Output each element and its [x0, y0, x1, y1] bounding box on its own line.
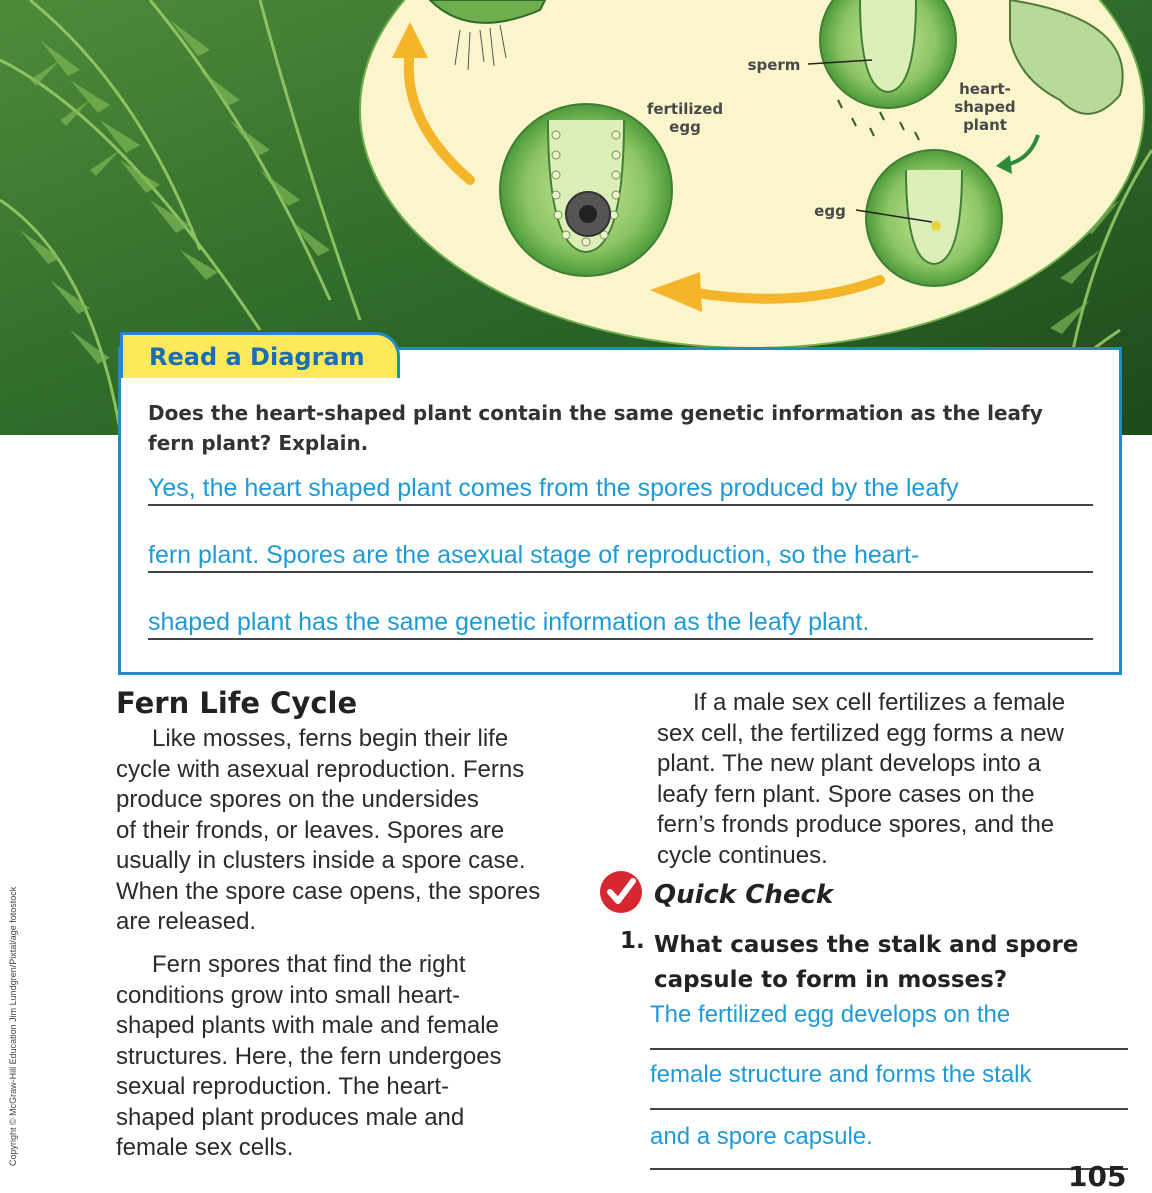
paragraph-line: of their fronds, or leaves. Spores are [116, 816, 505, 844]
read-a-diagram-title: Read a Diagram [149, 343, 365, 371]
copyright-notice: Copyright © McGraw-Hill Education Jim Lundgren/Pixtal/age fotostock [8, 886, 18, 1166]
quick-check-question [654, 928, 1078, 998]
diagram-label-sperm: sperm [747, 56, 801, 74]
paragraph-line: usually in clusters inside a spore case. [116, 847, 526, 874]
quick-check-number: 1. [620, 928, 645, 954]
page-number: 105 [1068, 1160, 1127, 1193]
paragraph-line: Like mosses, ferns begin their life [152, 725, 509, 752]
read-a-diagram-tab [120, 332, 400, 378]
paragraph-line: If a male sex cell fertilizes a female [693, 689, 1066, 716]
quick-check-answer-line[interactable]: and a spore capsule. [650, 1122, 1128, 1170]
paragraph-line: sex cell, the fertilized egg forms a new [657, 719, 1064, 747]
paragraph-line: plant. The new plant develops into a [657, 750, 1041, 777]
paragraph-line: structures. Here, the fern undergoes [116, 1042, 502, 1070]
paragraph-1 [116, 724, 540, 938]
quick-check-answer-line[interactable]: female structure and forms the stalk [650, 1060, 1128, 1110]
diagram-question-line: Does the heart-shaped plant contain the same genetic information as the leafy [148, 401, 1043, 425]
quick-check-question-line: What causes the stalk and spore [654, 932, 1079, 958]
diagram-answer-line[interactable]: Yes, the heart shaped plant comes from the spores produced by the leafy [148, 472, 1093, 506]
paragraph-line: conditions grow into small heart- [116, 981, 461, 1009]
diagram-label-fertilized-egg: fertilized egg [646, 100, 724, 136]
section-heading: Fern Life Cycle [116, 686, 358, 720]
diagram-question [148, 398, 1098, 458]
paragraph-line: shaped plant produces male and [116, 1103, 465, 1131]
paragraph-line: Fern spores that find the right [152, 951, 466, 978]
quick-check-answer-line[interactable]: The fertilized egg develops on the [650, 1000, 1128, 1050]
paragraph-line: fern’s fronds produce spores, and the [657, 811, 1055, 838]
diagram-label-egg: egg [814, 202, 846, 220]
quick-check-title: Quick Check [654, 880, 834, 910]
paragraph-2 [116, 950, 502, 1164]
paragraph-line: cycle with asexual reproduction. Ferns [116, 755, 525, 783]
paragraph-line: produce spores on the undersides [116, 786, 479, 813]
paragraph-line: are released. [116, 908, 257, 935]
diagram-question-line: fern plant? Explain. [148, 431, 369, 455]
paragraph-3 [657, 688, 1065, 871]
paragraph-line: cycle continues. [657, 841, 828, 869]
paragraph-line: female sex cells. [116, 1134, 294, 1161]
diagram-label-heart-shaped-plant: heart-shaped plant [954, 80, 1016, 134]
diagram-answer-line[interactable]: shaped plant has the same genetic information as the leafy plant. [148, 606, 1093, 640]
paragraph-line: sexual reproduction. The heart- [116, 1073, 450, 1100]
quick-check-question-line: capsule to form in mosses? [654, 967, 1008, 993]
paragraph-line: leafy fern plant. Spore cases on the [657, 780, 1035, 808]
paragraph-line: When the spore case opens, the spores [116, 877, 541, 905]
checkmark-icon [598, 869, 644, 915]
diagram-answer-line[interactable]: fern plant. Spores are the asexual stage of reproduction, so the heart- [148, 539, 1093, 573]
paragraph-line: shaped plants with male and female [116, 1012, 499, 1039]
